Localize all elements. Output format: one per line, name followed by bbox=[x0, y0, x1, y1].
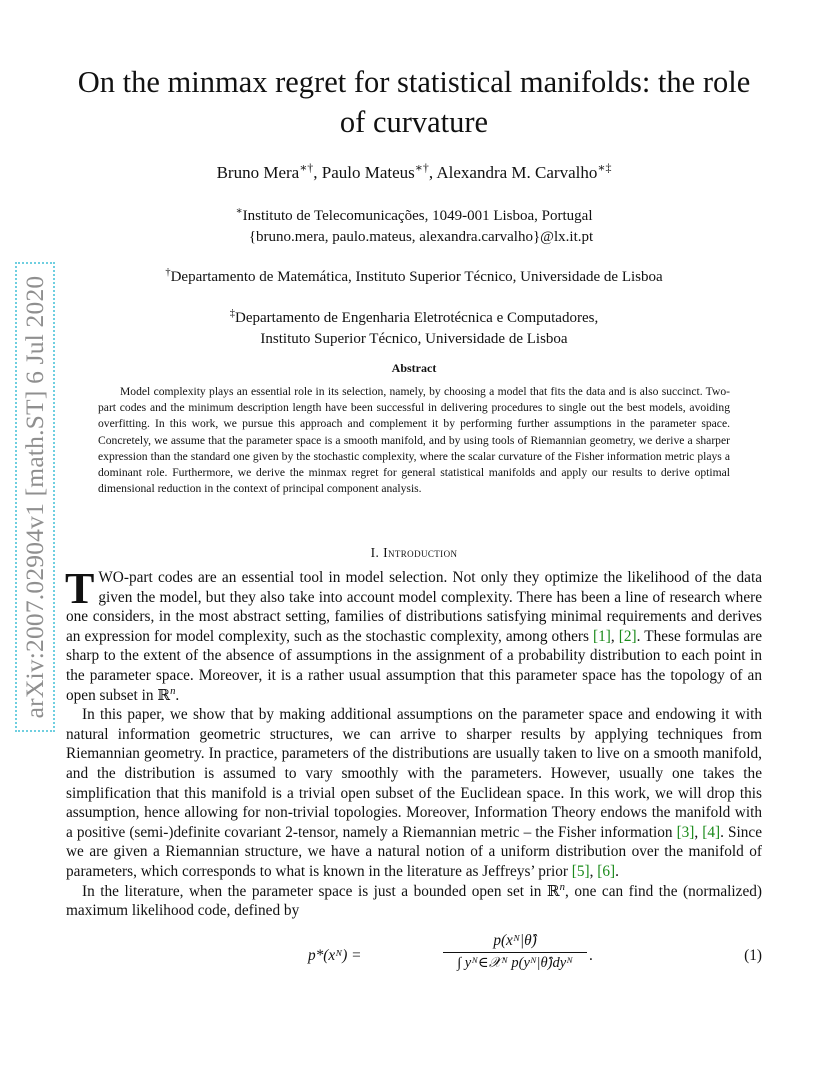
affiliation-line: Instituto Superior Técnico, Universidade de Lisboa bbox=[260, 331, 568, 347]
citation-link[interactable]: [3] bbox=[676, 823, 695, 841]
author-name: Alexandra M. Carvalho bbox=[436, 163, 598, 182]
citation-link[interactable]: [5] bbox=[571, 862, 590, 880]
paragraph-text: In this paper, we show that by making additional assumptions on the parameter space and endowing it with natural information geometric structures, we can arrive to sharper results by applying techniques from Riemannian geometry. In practice, parameters of the distributions are usually taken to live on a smooth manifold, and the distribution is assumed to vary smoothly with the parameters. However, usually one takes the simplification that this manifold is a trivial open subset of the Euclidean space. In this work, we will drop this assumption, hence allowing for non-trivial topologies. Moreover, Information Theory endows the manifold with a positive (semi-)definite covariant 2-tensor, namely a Riemannian metric – the Fisher information bbox=[66, 706, 762, 841]
equation-block bbox=[66, 930, 762, 986]
paragraph bbox=[65, 564, 762, 705]
citation-link[interactable]: [4] bbox=[702, 823, 721, 841]
equation-lhs: p*(xᴺ) = bbox=[308, 947, 362, 964]
fraction-numerator: p(xᴺ|θ̂) bbox=[493, 932, 537, 949]
affiliation-dagger bbox=[0, 267, 828, 288]
equation-number: (1) bbox=[744, 947, 762, 964]
paragraph-text: , bbox=[694, 823, 703, 841]
math-superscript: n bbox=[170, 684, 176, 697]
equation-fraction bbox=[443, 932, 587, 972]
affiliation-mark: † bbox=[165, 267, 171, 278]
citation-link[interactable]: [2] bbox=[618, 627, 637, 645]
paragraph bbox=[66, 705, 762, 881]
affiliation-mark: ‡ bbox=[229, 308, 236, 319]
paper-title: On the minmax regret for statistical manifolds: the role of curvature bbox=[77, 65, 751, 139]
paragraph-text: WO-part codes are an essential tool in model selection. Not only they optimize the likelihood of the data given the model, but they also take into account model complexity. There has been a line of research where one considers, in the most abstract setting, families of distributions satisfying minimal requirements and derives an expression for model complexity, such as the stochastic complexity, among others bbox=[66, 569, 762, 645]
section-number: I. bbox=[370, 545, 380, 560]
math-superscript: n bbox=[559, 880, 565, 893]
affiliation-line: Departamento de Engenharia Eletrotécnica e Computadores, bbox=[235, 310, 599, 326]
paragraph-text: , bbox=[589, 862, 598, 880]
section-body bbox=[65, 564, 762, 921]
author-marks: ∗† bbox=[299, 160, 314, 175]
paragraph-text: . These formulas are sharp to the extent of the absence of assumptions in the assignment of a probability distribution to each point in the parameter space. Moreover, it is a rather usual assumption that this parameter space has the topology of an open subset in ℝ bbox=[66, 627, 762, 704]
author-marks: ∗‡ bbox=[597, 160, 612, 175]
equation-period: . bbox=[589, 947, 593, 964]
drop-cap: T bbox=[65, 564, 95, 613]
affiliation-emails: {bruno.mera, paulo.mateus, alexandra.carvalho}@lx.it.pt bbox=[248, 229, 594, 245]
affiliation-line: Instituto de Telecomunicações, 1049-001 Lisboa, Portugal bbox=[242, 208, 593, 224]
arxiv-stamp-text: arXiv:2007.02904v1 [math.ST] 6 Jul 2020 bbox=[20, 275, 49, 719]
affiliation-star bbox=[0, 206, 828, 248]
paragraph bbox=[66, 882, 762, 921]
citation-link[interactable]: [6] bbox=[597, 862, 616, 880]
paragraph-text: . bbox=[615, 862, 619, 880]
affiliation-ddagger bbox=[0, 308, 828, 350]
author-marks: ∗† bbox=[414, 160, 429, 175]
affiliation-line: Departamento de Matemática, Instituto Superior Técnico, Universidade de Lisboa bbox=[170, 269, 663, 285]
abstract-heading: Abstract bbox=[391, 361, 437, 375]
author-name: Bruno Mera bbox=[216, 163, 300, 182]
author-list: Bruno Mera∗†, Paulo Mateus∗†, Alexandra M. Carvalho∗‡ bbox=[216, 160, 612, 182]
fraction-denominator: ∫ yᴺ∈𝒳ᴺ p(yᴺ|θ̂)dyᴺ bbox=[457, 955, 573, 971]
author-name: Paulo Mateus bbox=[321, 163, 415, 182]
affiliation-mark: ∗ bbox=[235, 206, 243, 217]
section-heading bbox=[0, 545, 828, 561]
paragraph-text: . Since we are given a Riemannian structure, we have a natural notion of a uniform distribution over the manifold of parameters, which corresponds to what is known in the literature as Jeffreys’ prior bbox=[66, 823, 762, 880]
paragraph-text: In the literature, when the parameter space is just a bounded open set in ℝ bbox=[82, 882, 560, 900]
paragraph-text: , bbox=[610, 627, 619, 645]
citation-link[interactable]: [1] bbox=[593, 627, 611, 645]
paragraph-text: , one can find the (normalized) maximum likelihood code, defined by bbox=[66, 882, 762, 920]
paragraph-text: . bbox=[175, 686, 180, 704]
section-title: Introduction bbox=[383, 545, 458, 560]
abstract-text: Model complexity plays an essential role in its selection, namely, by choosing a model that fits the data and is also succinct. Two-part codes and the minimum description length have been successful in delivering procedures to single out the best models, avoiding overfitting. In this work, we pursue this approach and complement it by performing further assumptions in the parameter space. Concretely, we assume that the parameter space is a smooth manifold, and by using tools of Riemannian geometry, we derive a sharper expression than the standard one given by the stochastic complexity, where the scalar curvature of the Fisher information metric plays a dominant role. Furthermore, we derive the minmax regret for general statistical manifolds and apply our results to derive optimal dimensional reduction in the context of principal component analysis. bbox=[98, 385, 730, 496]
